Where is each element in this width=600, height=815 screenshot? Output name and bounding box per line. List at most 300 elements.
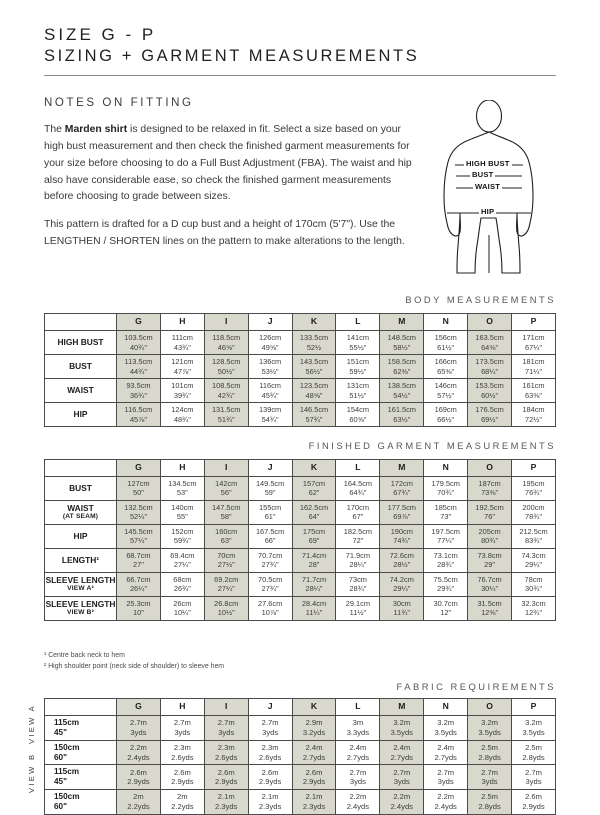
- value-yards: 2.2yds: [171, 801, 194, 811]
- value-metric: 146.5cm: [299, 405, 329, 415]
- value-metric: 66.7cm: [126, 574, 151, 584]
- value-imperial: 11¾": [393, 608, 411, 618]
- measurement-cell: [336, 355, 380, 379]
- measurement-cell: [380, 500, 424, 524]
- measurement-cell: [248, 524, 292, 548]
- value-imperial: 64": [308, 512, 320, 522]
- measurement-cell: [512, 596, 556, 620]
- value-imperial: 63⅜": [525, 390, 543, 400]
- body-measurements-caption: BODY MEASUREMENTS: [405, 294, 556, 305]
- measurement-cell: [117, 355, 161, 379]
- value-imperial: 28½": [393, 560, 411, 570]
- value-imperial: 27¼": [173, 560, 191, 570]
- table-row: [45, 379, 556, 403]
- value-metres: 2.2m: [349, 792, 367, 802]
- value-yards: 3.5yds: [478, 727, 501, 737]
- fabric-amount-cell: [248, 716, 292, 741]
- value-imperial: 58": [220, 512, 232, 522]
- value-imperial: 39¾": [173, 390, 191, 400]
- table-row: [45, 716, 556, 741]
- value-imperial: 27¾": [261, 584, 279, 594]
- value-yards: 3yds: [130, 727, 147, 737]
- value-imperial: 72": [352, 536, 364, 546]
- value-imperial: 73⅜": [481, 488, 499, 498]
- table-corner-cell: [45, 314, 117, 331]
- measurement-cell: [160, 355, 204, 379]
- fabric-amount-cell: [204, 740, 248, 765]
- measurement-cell: [424, 477, 468, 501]
- table-corner-cell: [45, 460, 117, 477]
- value-yards: 2.9yds: [258, 777, 282, 787]
- fabric-amount-cell: [248, 790, 292, 815]
- measurement-cell: [424, 355, 468, 379]
- value-imperial: 61½": [437, 342, 455, 352]
- fabric-requirements-table: [44, 698, 556, 815]
- value-imperial: 12⅜": [481, 608, 499, 618]
- row-header: SLEEVE LENGTH VIEW B²: [45, 596, 117, 620]
- value-metres: 2.5m: [481, 742, 499, 752]
- value-metric: 27.6cm: [257, 598, 283, 608]
- value-metres: 2.7m: [217, 718, 235, 728]
- value-yards: 3yds: [393, 777, 410, 787]
- measurement-cell: [336, 572, 380, 596]
- fabric-width-cm: 150cm: [54, 742, 80, 752]
- value-metric: 136cm: [259, 357, 282, 367]
- measurement-cell: [380, 477, 424, 501]
- fabric-amount-cell: [336, 790, 380, 815]
- measurement-cell: [292, 379, 336, 403]
- value-imperial: 28¼": [305, 584, 323, 594]
- female-body-outline-icon: [432, 100, 582, 275]
- value-metric: 154cm: [346, 405, 369, 415]
- value-metres: 2.1m: [217, 792, 235, 802]
- column-header-size-g: G: [117, 460, 161, 477]
- measurement-cell: [204, 596, 248, 620]
- fabric-amount-cell: [512, 765, 556, 790]
- measurement-cell: [336, 403, 380, 427]
- row-header-fabric-width: [45, 765, 117, 790]
- value-imperial: 27¼": [217, 584, 235, 594]
- column-header-size-o: O: [468, 699, 512, 716]
- value-imperial: 54¾": [261, 414, 279, 424]
- fabric-amount-cell: [468, 765, 512, 790]
- value-metric: 111cm: [171, 333, 193, 343]
- value-yards: 3yds: [525, 777, 542, 787]
- value-metric: 195cm: [522, 479, 545, 488]
- measurement-cell: [117, 524, 161, 548]
- row-header-subtext: (AT SEAM): [62, 513, 99, 521]
- value-yards: 2.6yds: [171, 752, 194, 762]
- value-metric: 118.5cm: [212, 333, 241, 343]
- value-imperial: 67¼": [525, 342, 543, 352]
- measurement-cell: [248, 477, 292, 501]
- measurement-cell: [512, 500, 556, 524]
- value-metric: 103.5cm: [124, 333, 153, 343]
- value-metric: 116cm: [259, 381, 281, 391]
- value-metric: 152cm: [171, 526, 194, 536]
- value-metric: 161cm: [522, 381, 545, 391]
- value-imperial: 68¼": [481, 366, 499, 376]
- measurement-cell: [292, 548, 336, 572]
- value-metric: 126cm: [259, 333, 282, 343]
- value-metric: 121cm: [171, 357, 194, 367]
- value-imperial: 60½": [481, 390, 499, 400]
- measurement-cell: [336, 331, 380, 355]
- measurement-cell: [160, 477, 204, 501]
- fabric-amount-cell: [424, 716, 468, 741]
- value-yards: 3yds: [218, 727, 235, 737]
- measurement-cell: [424, 596, 468, 620]
- value-yards: 3.5yds: [390, 727, 413, 737]
- value-imperial: 64¾": [349, 488, 367, 498]
- table-row: [45, 765, 556, 790]
- value-imperial: 43¾": [173, 342, 191, 352]
- table-row: [45, 477, 556, 501]
- finished-garment-measurements-table: [44, 459, 556, 621]
- measurement-cell: [204, 403, 248, 427]
- fabric-amount-cell: [380, 765, 424, 790]
- measurement-cell: [380, 379, 424, 403]
- measurement-cell: [512, 403, 556, 427]
- measurement-cell: [468, 355, 512, 379]
- value-imperial: 49⅝": [261, 342, 279, 352]
- value-metric: 200cm: [522, 502, 545, 512]
- table-row: [45, 790, 556, 815]
- value-imperial: 26¼": [129, 584, 147, 594]
- value-metric: 141cm: [346, 333, 369, 343]
- value-metres: 2.2m: [130, 742, 147, 752]
- notes-on-fitting-section: [44, 97, 416, 262]
- measurement-cell: [204, 524, 248, 548]
- measurement-cell: [160, 379, 204, 403]
- table-row: [45, 740, 556, 765]
- measurement-cell: [468, 403, 512, 427]
- column-header-size-h: H: [160, 699, 204, 716]
- measurement-cell: [204, 331, 248, 355]
- value-yards: 2.4yds: [127, 752, 150, 762]
- value-imperial: 10¼": [173, 608, 191, 618]
- fabric-amount-cell: [160, 740, 204, 765]
- value-metric: 157cm: [302, 479, 326, 488]
- value-imperial: 40¾": [129, 342, 147, 352]
- value-metric: 155cm: [259, 502, 282, 512]
- value-metric: 212.5cm: [519, 526, 548, 536]
- value-imperial: 78¾": [525, 512, 543, 522]
- value-metres: 2.1m: [305, 792, 323, 802]
- measurement-cell: [336, 548, 380, 572]
- value-metric: 30cm: [392, 598, 411, 608]
- notes-p1-pre: The: [44, 124, 65, 135]
- measurement-cell: [248, 331, 292, 355]
- value-metric: 184cm: [522, 405, 545, 415]
- column-header-size-k: K: [292, 460, 336, 477]
- value-yards: 2.9yds: [522, 801, 545, 811]
- value-metric: 176.5cm: [475, 405, 504, 415]
- value-yards: 3yds: [262, 727, 279, 737]
- notes-p1-post: is designed to be relaxed in fit. Select a size based on your high bust measurement and then check the finished garment measurements for your size before choosing to do a Full Bust Adjustment (FBA). The waist and hip also have considerable ease, so check the finished garment measurements before choosing to grade between sizes.: [44, 124, 412, 203]
- table-row: [45, 355, 556, 379]
- value-metric: 151cm: [346, 357, 369, 367]
- measurement-cell: [117, 331, 161, 355]
- figure-label-high-bust: HIGH BUST: [466, 159, 510, 168]
- value-metric: 133.5cm: [299, 333, 329, 343]
- value-imperial: 51¾": [217, 414, 235, 424]
- value-yards: 3.5yds: [434, 727, 457, 737]
- column-header-size-m: M: [380, 460, 424, 477]
- value-yards: 2.7yds: [390, 752, 413, 762]
- notes-paragraph-1: [44, 122, 416, 206]
- row-header: BUST: [45, 355, 117, 379]
- measurement-cell: [424, 548, 468, 572]
- value-imperial: 29¾": [437, 584, 455, 594]
- value-metric: 71.9cm: [345, 550, 371, 560]
- fabric-width-cm: 115cm: [54, 718, 80, 727]
- fabric-requirements-caption: FABRIC REQUIREMENTS: [396, 681, 556, 692]
- value-metres: 2.7m: [437, 767, 455, 777]
- value-imperial: 36¾": [129, 390, 147, 400]
- value-metric: 28.4cm: [301, 598, 327, 608]
- value-metric: 30.7cm: [433, 598, 458, 608]
- value-metric: 164.5cm: [343, 479, 373, 488]
- value-imperial: 76¾": [525, 488, 543, 498]
- value-metric: 73.8cm: [477, 550, 502, 560]
- value-metric: 70.7cm: [257, 550, 283, 560]
- page-title-size-range: SIZE G - P: [44, 25, 157, 44]
- value-imperial: 27¾": [261, 560, 279, 570]
- value-imperial: 28¾": [437, 560, 455, 570]
- value-imperial: 44¾": [129, 366, 147, 376]
- value-metres: 2.4m: [349, 742, 367, 752]
- value-yards: 2.8yds: [522, 752, 545, 762]
- value-yards: 2.7yds: [302, 752, 326, 762]
- value-metric: 205cm: [478, 526, 501, 536]
- value-metric: 68cm: [173, 574, 192, 584]
- fabric-amount-cell: [117, 790, 161, 815]
- value-imperial: 50": [133, 488, 144, 498]
- measurement-cell: [292, 524, 336, 548]
- table-row: [45, 572, 556, 596]
- measurement-cell: [512, 331, 556, 355]
- value-metric: 69.4cm: [170, 550, 195, 560]
- fabric-amount-cell: [468, 740, 512, 765]
- value-metric: 124cm: [171, 405, 194, 415]
- value-imperial: 60⅝": [349, 414, 367, 424]
- fabric-amount-cell: [292, 765, 336, 790]
- value-imperial: 56": [220, 488, 232, 498]
- value-metric: 101cm: [171, 381, 194, 391]
- value-imperial: 72½": [525, 414, 543, 424]
- table-corner-cell: [45, 699, 117, 716]
- measurement-cell: [248, 355, 292, 379]
- value-metric: 185cm: [434, 502, 457, 512]
- value-metric: 139cm: [259, 405, 282, 415]
- measurement-cell: [160, 596, 204, 620]
- value-metric: 173.5cm: [475, 357, 504, 367]
- measurement-cell: [380, 403, 424, 427]
- value-yards: 2.3yds: [215, 801, 238, 811]
- value-metric: 29.1cm: [345, 598, 371, 608]
- value-metres: 2.6m: [525, 792, 542, 802]
- column-header-size-p: P: [512, 699, 556, 716]
- row-header-fabric-width: [45, 716, 117, 741]
- value-imperial: 28¾": [349, 584, 367, 594]
- value-metres: 2.3m: [261, 742, 279, 752]
- column-header-size-m: M: [380, 314, 424, 331]
- value-metric: 190cm: [390, 526, 413, 536]
- measurement-cell: [424, 572, 468, 596]
- value-metric: 158.5cm: [387, 357, 416, 367]
- value-metric: 140cm: [171, 502, 194, 512]
- value-imperial: 47⅞": [173, 366, 191, 376]
- value-metric: 181cm: [522, 357, 545, 367]
- measurement-cell: [292, 331, 336, 355]
- value-yards: 3.2yds: [302, 727, 326, 737]
- table-row: [45, 403, 556, 427]
- value-metric: 153.5cm: [475, 381, 504, 391]
- value-metres: 2.7m: [261, 718, 279, 728]
- value-imperial: 71¼": [525, 366, 543, 376]
- measurement-cell: [160, 403, 204, 427]
- value-metres: 2.6m: [217, 767, 235, 777]
- column-header-size-l: L: [336, 460, 380, 477]
- value-metric: 108.5cm: [212, 381, 241, 391]
- measurement-cell: [424, 500, 468, 524]
- value-metric: 116.5cm: [124, 405, 153, 415]
- column-header-size-p: P: [512, 460, 556, 477]
- value-imperial: 45⅞": [129, 414, 147, 424]
- measurement-cell: [204, 548, 248, 572]
- notes-heading: NOTES ON FITTING: [44, 97, 194, 109]
- page-title-subject: SIZING + GARMENT MEASUREMENTS: [44, 47, 420, 66]
- value-imperial: 55": [176, 512, 188, 522]
- value-imperial: 45¾": [261, 390, 279, 400]
- measurement-cell: [248, 548, 292, 572]
- value-metres: 2.5m: [525, 742, 542, 752]
- value-metric: 147.5cm: [212, 502, 241, 512]
- value-metric: 162.5cm: [299, 502, 329, 512]
- row-header-fabric-width: [45, 790, 117, 815]
- page-header: [44, 24, 556, 76]
- table-row: [45, 524, 556, 548]
- row-header: WAIST (AT SEAM): [45, 500, 117, 524]
- fabric-amount-cell: [248, 740, 292, 765]
- value-metric: 68.7cm: [126, 550, 151, 560]
- measurement-cell: [380, 355, 424, 379]
- row-header: SLEEVE LENGTH VIEW A²: [45, 572, 117, 596]
- value-imperial: 57½": [437, 390, 455, 400]
- value-metres: 2.7m: [173, 718, 191, 728]
- value-imperial: 29¼": [393, 584, 411, 594]
- value-imperial: 80¾": [481, 536, 499, 546]
- value-imperial: 64⅜": [481, 342, 499, 352]
- notes-paragraph-2: This pattern is drafted for a D cup bust and a height of 170cm (5'7"). Use the LENGTHEN / SHORTEN lines on the pattern to make alterations to the length.: [44, 219, 405, 248]
- measurement-cell: [380, 331, 424, 355]
- value-metric: 93.5cm: [126, 381, 151, 391]
- value-metres: 2.4m: [393, 742, 411, 752]
- column-header-size-i: I: [204, 699, 248, 716]
- row-header: WAIST: [45, 379, 117, 403]
- value-imperial: 73": [440, 512, 452, 522]
- measurement-cell: [248, 572, 292, 596]
- value-metric: 169cm: [434, 405, 457, 415]
- value-imperial: 59¾": [173, 536, 191, 546]
- value-metric: 26.8cm: [214, 598, 239, 608]
- body-measurements-table: [44, 313, 556, 427]
- fabric-amount-cell: [204, 765, 248, 790]
- value-metric: 73cm: [348, 574, 367, 584]
- measurement-cell: [160, 572, 204, 596]
- measurement-cell: [204, 477, 248, 501]
- measurement-cell: [292, 500, 336, 524]
- value-metric: 123.5cm: [299, 381, 329, 391]
- value-metres: 2.7m: [349, 767, 367, 777]
- measurement-cell: [424, 403, 468, 427]
- table-row: [45, 500, 556, 524]
- value-metres: 3.2m: [525, 718, 542, 728]
- measurement-cell: [336, 379, 380, 403]
- table-row: [45, 331, 556, 355]
- measurement-cell: [468, 331, 512, 355]
- value-yards: 3yds: [174, 727, 191, 737]
- fabric-width-cm: 115cm: [54, 767, 80, 777]
- fabric-amount-cell: [336, 765, 380, 790]
- measurement-cell: [468, 572, 512, 596]
- footnote-2: ² High shoulder point (neck side of shoulder) to sleeve hem: [44, 662, 225, 670]
- value-metres: 2m: [177, 792, 188, 802]
- value-yards: 2.6yds: [258, 752, 282, 762]
- value-metres: 2.7m: [130, 718, 147, 728]
- value-metres: 3m: [352, 718, 364, 728]
- value-yards: 2.4yds: [346, 801, 370, 811]
- value-imperial: 67": [352, 512, 364, 522]
- measurement-cell: [380, 572, 424, 596]
- value-metric: 75.5cm: [433, 574, 458, 584]
- measurement-cell: [160, 331, 204, 355]
- measurement-cell: [248, 500, 292, 524]
- value-imperial: 29¼": [525, 560, 543, 570]
- measurement-cell: [292, 403, 336, 427]
- column-header-size-j: J: [248, 699, 292, 716]
- value-imperial: 57¾": [305, 414, 323, 424]
- table-row: [45, 596, 556, 620]
- value-metric: 69.2cm: [214, 574, 239, 584]
- fabric-width-in: 45": [54, 727, 67, 737]
- view-a-side-label: VIEW A: [27, 704, 36, 744]
- column-header-size-k: K: [292, 314, 336, 331]
- value-metres: 2.5m: [481, 792, 499, 802]
- column-header-size-n: N: [424, 460, 468, 477]
- fabric-amount-cell: [336, 740, 380, 765]
- fabric-width-in: 45": [54, 777, 67, 787]
- value-metric: 146cm: [434, 381, 457, 391]
- value-metres: 2.1m: [261, 792, 279, 802]
- value-imperial: 57¼": [129, 536, 147, 546]
- value-imperial: 62": [308, 488, 320, 498]
- fabric-amount-cell: [204, 716, 248, 741]
- value-metric: 192.5cm: [475, 502, 504, 512]
- finished-garment-caption: FINISHED GARMENT MEASUREMENTS: [308, 440, 556, 451]
- value-metres: 2.4m: [305, 742, 323, 752]
- value-imperial: 69½": [481, 414, 499, 424]
- value-yards: 2.8yds: [478, 752, 501, 762]
- value-imperial: 76": [484, 512, 495, 522]
- value-metres: 3.2m: [437, 718, 455, 728]
- measurement-cell: [292, 596, 336, 620]
- value-imperial: 12¾": [525, 608, 543, 618]
- value-yards: 2.9yds: [127, 777, 150, 787]
- value-imperial: 62⅜": [393, 366, 411, 376]
- value-metric: 143.5cm: [299, 357, 329, 367]
